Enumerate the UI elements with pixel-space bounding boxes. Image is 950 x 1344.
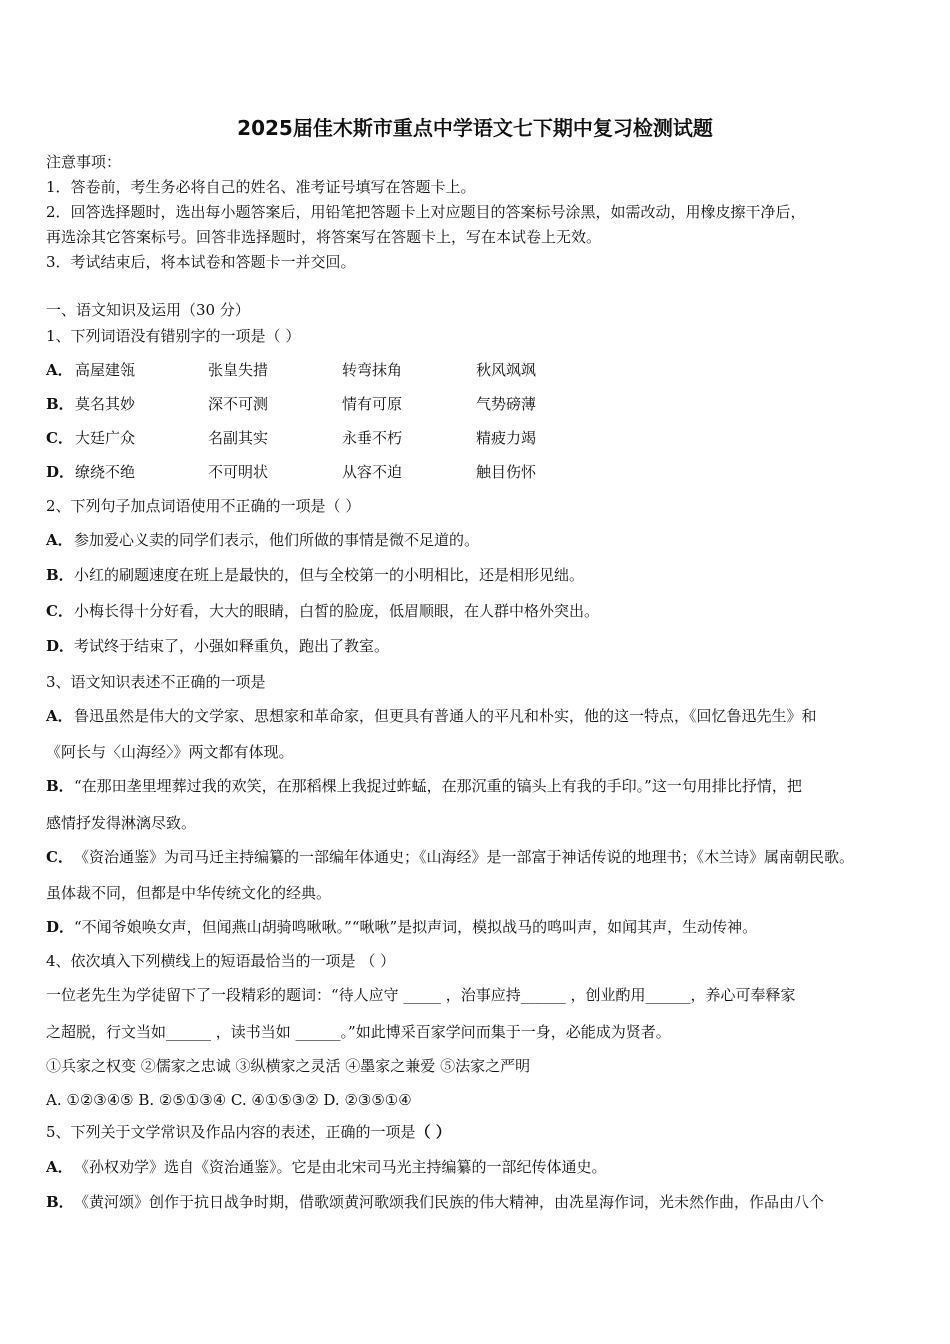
option-label: C．	[46, 429, 73, 447]
option-label: D．	[46, 637, 75, 655]
option-label: B．	[46, 566, 74, 584]
option-text: 《孙权劝学》选自《资治通鉴》。它是由北宋司马光主持编纂的一部纪传体通史。	[74, 1158, 607, 1176]
option-label: B．	[46, 1193, 74, 1211]
option-word: 高屋建瓴	[75, 361, 136, 379]
q2-option-b	[46, 565, 584, 585]
option-text: 鲁迅虽然是伟大的文学家、思想家和革命家，但更具有普通人的平凡和朴实，他的这一特点，《回忆鲁迅先生》和	[74, 707, 817, 725]
option-text: “在那田垄里埋葬过我的欢笑，在那稻棵上我捉过蚱蜢，在那沉重的镐头上有我的手印。”这一句用排比抒情，把	[74, 777, 802, 795]
q4-answers: A. ①②③④⑤ B. ②⑤①③④ C. ④①⑤③② D. ②③⑤①④	[46, 1091, 412, 1109]
answer-bracket: （ ）	[415, 1123, 451, 1141]
notice-item: 1．答卷前，考生务必将自己的姓名、准考证号填写在答题卡上。	[46, 178, 476, 196]
option-label: B．	[46, 395, 74, 413]
q3-option-c-cont: 虽体裁不同，但都是中华传统文化的经典。	[46, 884, 332, 902]
option-word: 气势磅薄	[476, 395, 537, 413]
q3-option-d	[46, 917, 757, 937]
notice-item: 再选涂其它答案标号。回答非选择题时，将答案写在答题卡上，写在本试卷上无效。	[46, 228, 602, 246]
option-word: 情有可原	[342, 395, 403, 413]
q3-option-c	[46, 847, 854, 867]
option-text: “不闻爷娘唤女声，但闻燕山胡骑鸣啾啾。”“啾啾”是拟声词，模拟战马的鸣叫声，如闻其声，生动传神。	[74, 918, 758, 936]
q5-option-b	[46, 1192, 824, 1212]
option-label: C．	[46, 848, 73, 866]
q2-option-a	[46, 530, 479, 550]
q3-option-a	[46, 706, 817, 726]
question-3-stem: 3、语文知识表述不正确的一项是	[46, 673, 266, 691]
option-word: 秋风飒飒	[476, 361, 537, 379]
option-label: B．	[46, 777, 74, 795]
question-5-stem	[46, 1122, 451, 1142]
question-4-stem: 4、依次填入下列横线上的短语最恰当的一项是 （ ）	[46, 952, 396, 970]
q5-option-a	[46, 1157, 607, 1177]
option-word: 大廷广众	[75, 429, 136, 447]
option-word: 精疲力竭	[476, 429, 537, 447]
option-word: 名副其实	[208, 429, 269, 447]
option-word: 张皇失措	[208, 361, 269, 379]
option-label: D．	[46, 463, 75, 481]
option-word: 触目伤怀	[476, 463, 537, 481]
q3-option-a-cont: 《阿长与〈山海经〉》两文都有体现。	[46, 743, 294, 761]
option-text: 《资治通鉴》为司马迁主持编纂的一部编年体通史；《山海经》是一部富于神话传说的地理书；《木兰诗》属南朝民歌。	[74, 848, 855, 866]
option-text: 小梅长得十分好看，大大的眼睛，白皙的脸庞，低眉顺眼，在人群中格外突出。	[74, 602, 600, 620]
option-label: A．	[46, 1158, 73, 1176]
option-word: 转弯抹角	[342, 361, 403, 379]
question-1-stem: 1、下列词语没有错别字的一项是（ ）	[46, 327, 301, 345]
q4-choices: ①兵家之权变 ②儒家之忠诚 ③纵横家之灵活 ④墨家之兼爱 ⑤法家之严明	[46, 1057, 531, 1075]
q3-option-b-cont: 感情抒发得淋漓尽致。	[46, 814, 197, 832]
q4-passage: 之超脱，行文当如______ ，读书当如 ______。”如此博采百家学问而集于一身，必能成为贤者。	[46, 1023, 671, 1041]
option-word: 不可明状	[208, 463, 269, 481]
option-text: 《黄河颂》创作于抗日战争时期，借歌颂黄河歌颂我们民族的伟大精神，由冼星海作词，光未然作曲，作品由八个	[74, 1193, 825, 1211]
option-label: A．	[46, 531, 73, 549]
option-word: 缭绕不绝	[75, 463, 136, 481]
option-word: 永垂不朽	[342, 429, 403, 447]
option-label: D．	[46, 918, 75, 936]
notice-heading: 注意事项：	[46, 153, 122, 171]
section-heading: 一、语文知识及运用（30 分）	[46, 301, 250, 319]
option-text: 考试终于结束了，小强如释重负，跑出了教室。	[74, 637, 390, 655]
q2-option-c	[46, 601, 599, 621]
option-text: 小红的刷题速度在班上是最快的，但与全校第一的小明相比，还是相形见绌。	[74, 566, 585, 584]
option-word: 深不可测	[208, 395, 269, 413]
notice-item: 2．回答选择题时，选出每小题答案后，用铅笔把答题卡上对应题目的答案标号涂黑，如需改动，用橡皮擦干净后，	[46, 203, 806, 221]
notice-item: 3．考试结束后，将本试卷和答题卡一并交回。	[46, 253, 356, 271]
q2-option-d	[46, 636, 389, 656]
q4-passage: 一位老先生为学徒留下了一段精彩的题词：“待人应守 _____ ，治事应持______ ，创业酌用______，养心可奉释家	[46, 986, 796, 1004]
option-word: 莫名其妙	[75, 395, 136, 413]
page-title: 2025届佳木斯市重点中学语文七下期中复习检测试题	[237, 116, 713, 140]
option-text: 参加爱心义卖的同学们表示，他们所做的事情是微不足道的。	[74, 531, 480, 549]
q3-option-b	[46, 776, 802, 796]
stem-text: 5、下列关于文学常识及作品内容的表述，正确的一项是	[46, 1123, 416, 1141]
option-label: A．	[46, 707, 73, 725]
question-2-stem: 2、下列句子加点词语使用不正确的一项是（ ）	[46, 497, 361, 515]
option-label: A．	[46, 361, 73, 379]
option-label: C．	[46, 602, 73, 620]
option-word: 从容不迫	[342, 463, 403, 481]
